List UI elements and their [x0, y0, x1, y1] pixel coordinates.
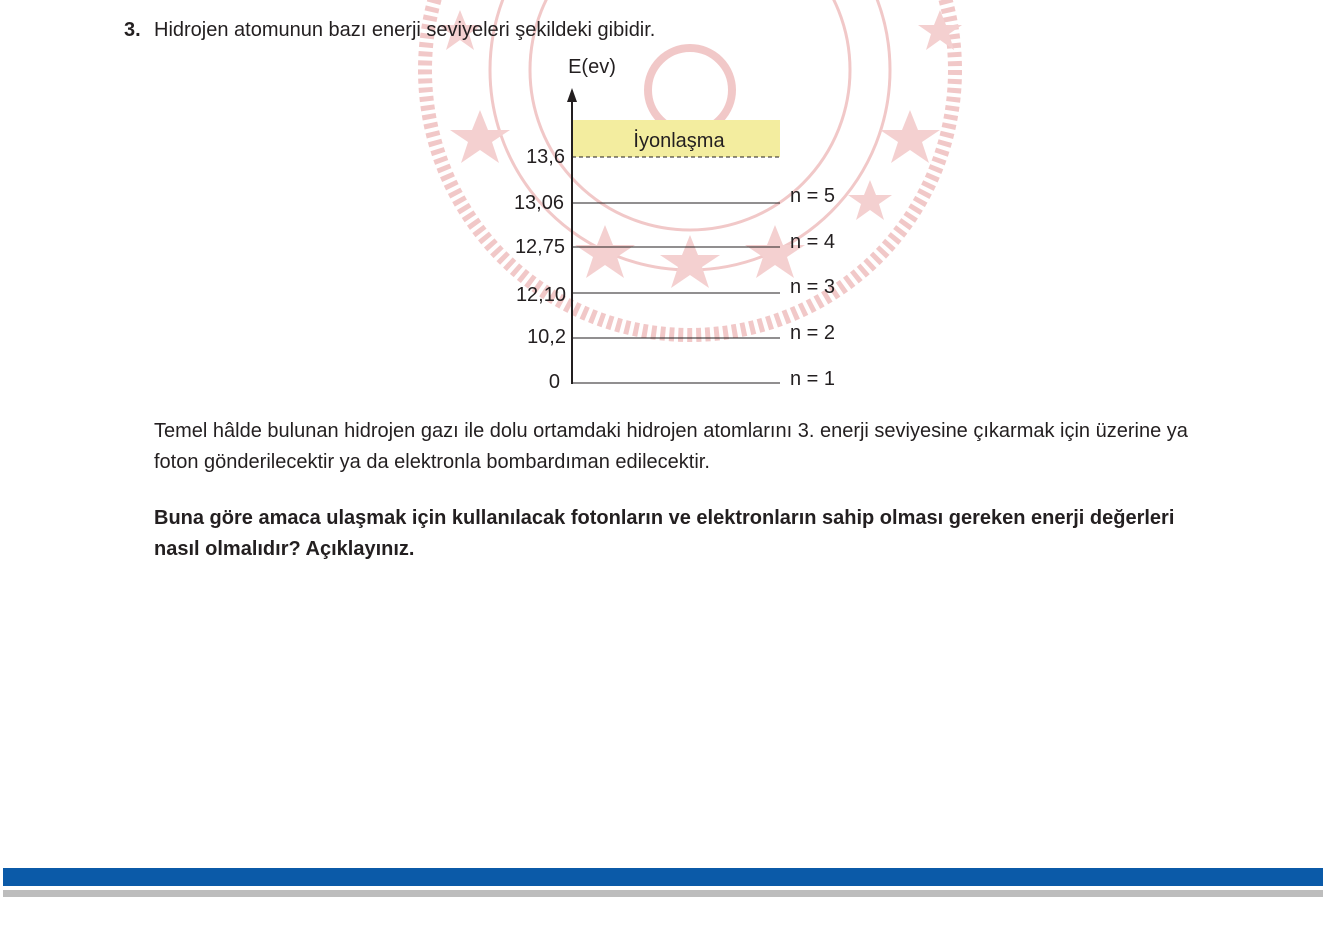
question-paragraph: Temel hâlde bulunan hidrojen gazı ile dolu ortamdaki hidrojen atomlarını 3. enerji seviyesine çıkarmak için üzerine ya foton gönderilecektir ya da elektronla bombardıman edilecektir. — [154, 420, 1188, 473]
question-prompt: Buna göre amaca ulaşmak için kullanılacak fotonların ve elektronların sahip olması gereken enerji değerleri nasıl olmalıdır? Açıklayınız. — [154, 507, 1175, 560]
level-value-n4: 12,75 — [514, 236, 565, 258]
axis-arrow-icon — [567, 88, 577, 102]
level-label-n3: n = 3 — [790, 276, 836, 298]
footer-blue-bar — [3, 868, 1323, 886]
ionization-value: 13,6 — [526, 146, 565, 168]
level-label-n2: n = 2 — [790, 322, 836, 344]
question-header — [124, 17, 655, 43]
question-intro: Hidrojen atomunun bazı enerji seviyeleri şekildeki gibidir. — [154, 19, 656, 41]
question-number: 3. — [124, 19, 141, 41]
ionization-label: İyonlaşma — [633, 130, 725, 152]
axis-label: E(ev) — [568, 56, 616, 78]
energy-level-diagram — [480, 50, 880, 395]
level-label-n4: n = 4 — [790, 231, 836, 253]
level-value-n1: 0 — [548, 371, 560, 393]
footer-gray-bar — [3, 890, 1323, 897]
level-label-n5: n = 5 — [790, 185, 836, 207]
level-value-n2: 10,2 — [527, 326, 566, 348]
level-value-n3: 12,10 — [515, 284, 566, 306]
level-label-n1: n = 1 — [790, 368, 836, 390]
level-value-n5: 13,06 — [513, 192, 564, 214]
